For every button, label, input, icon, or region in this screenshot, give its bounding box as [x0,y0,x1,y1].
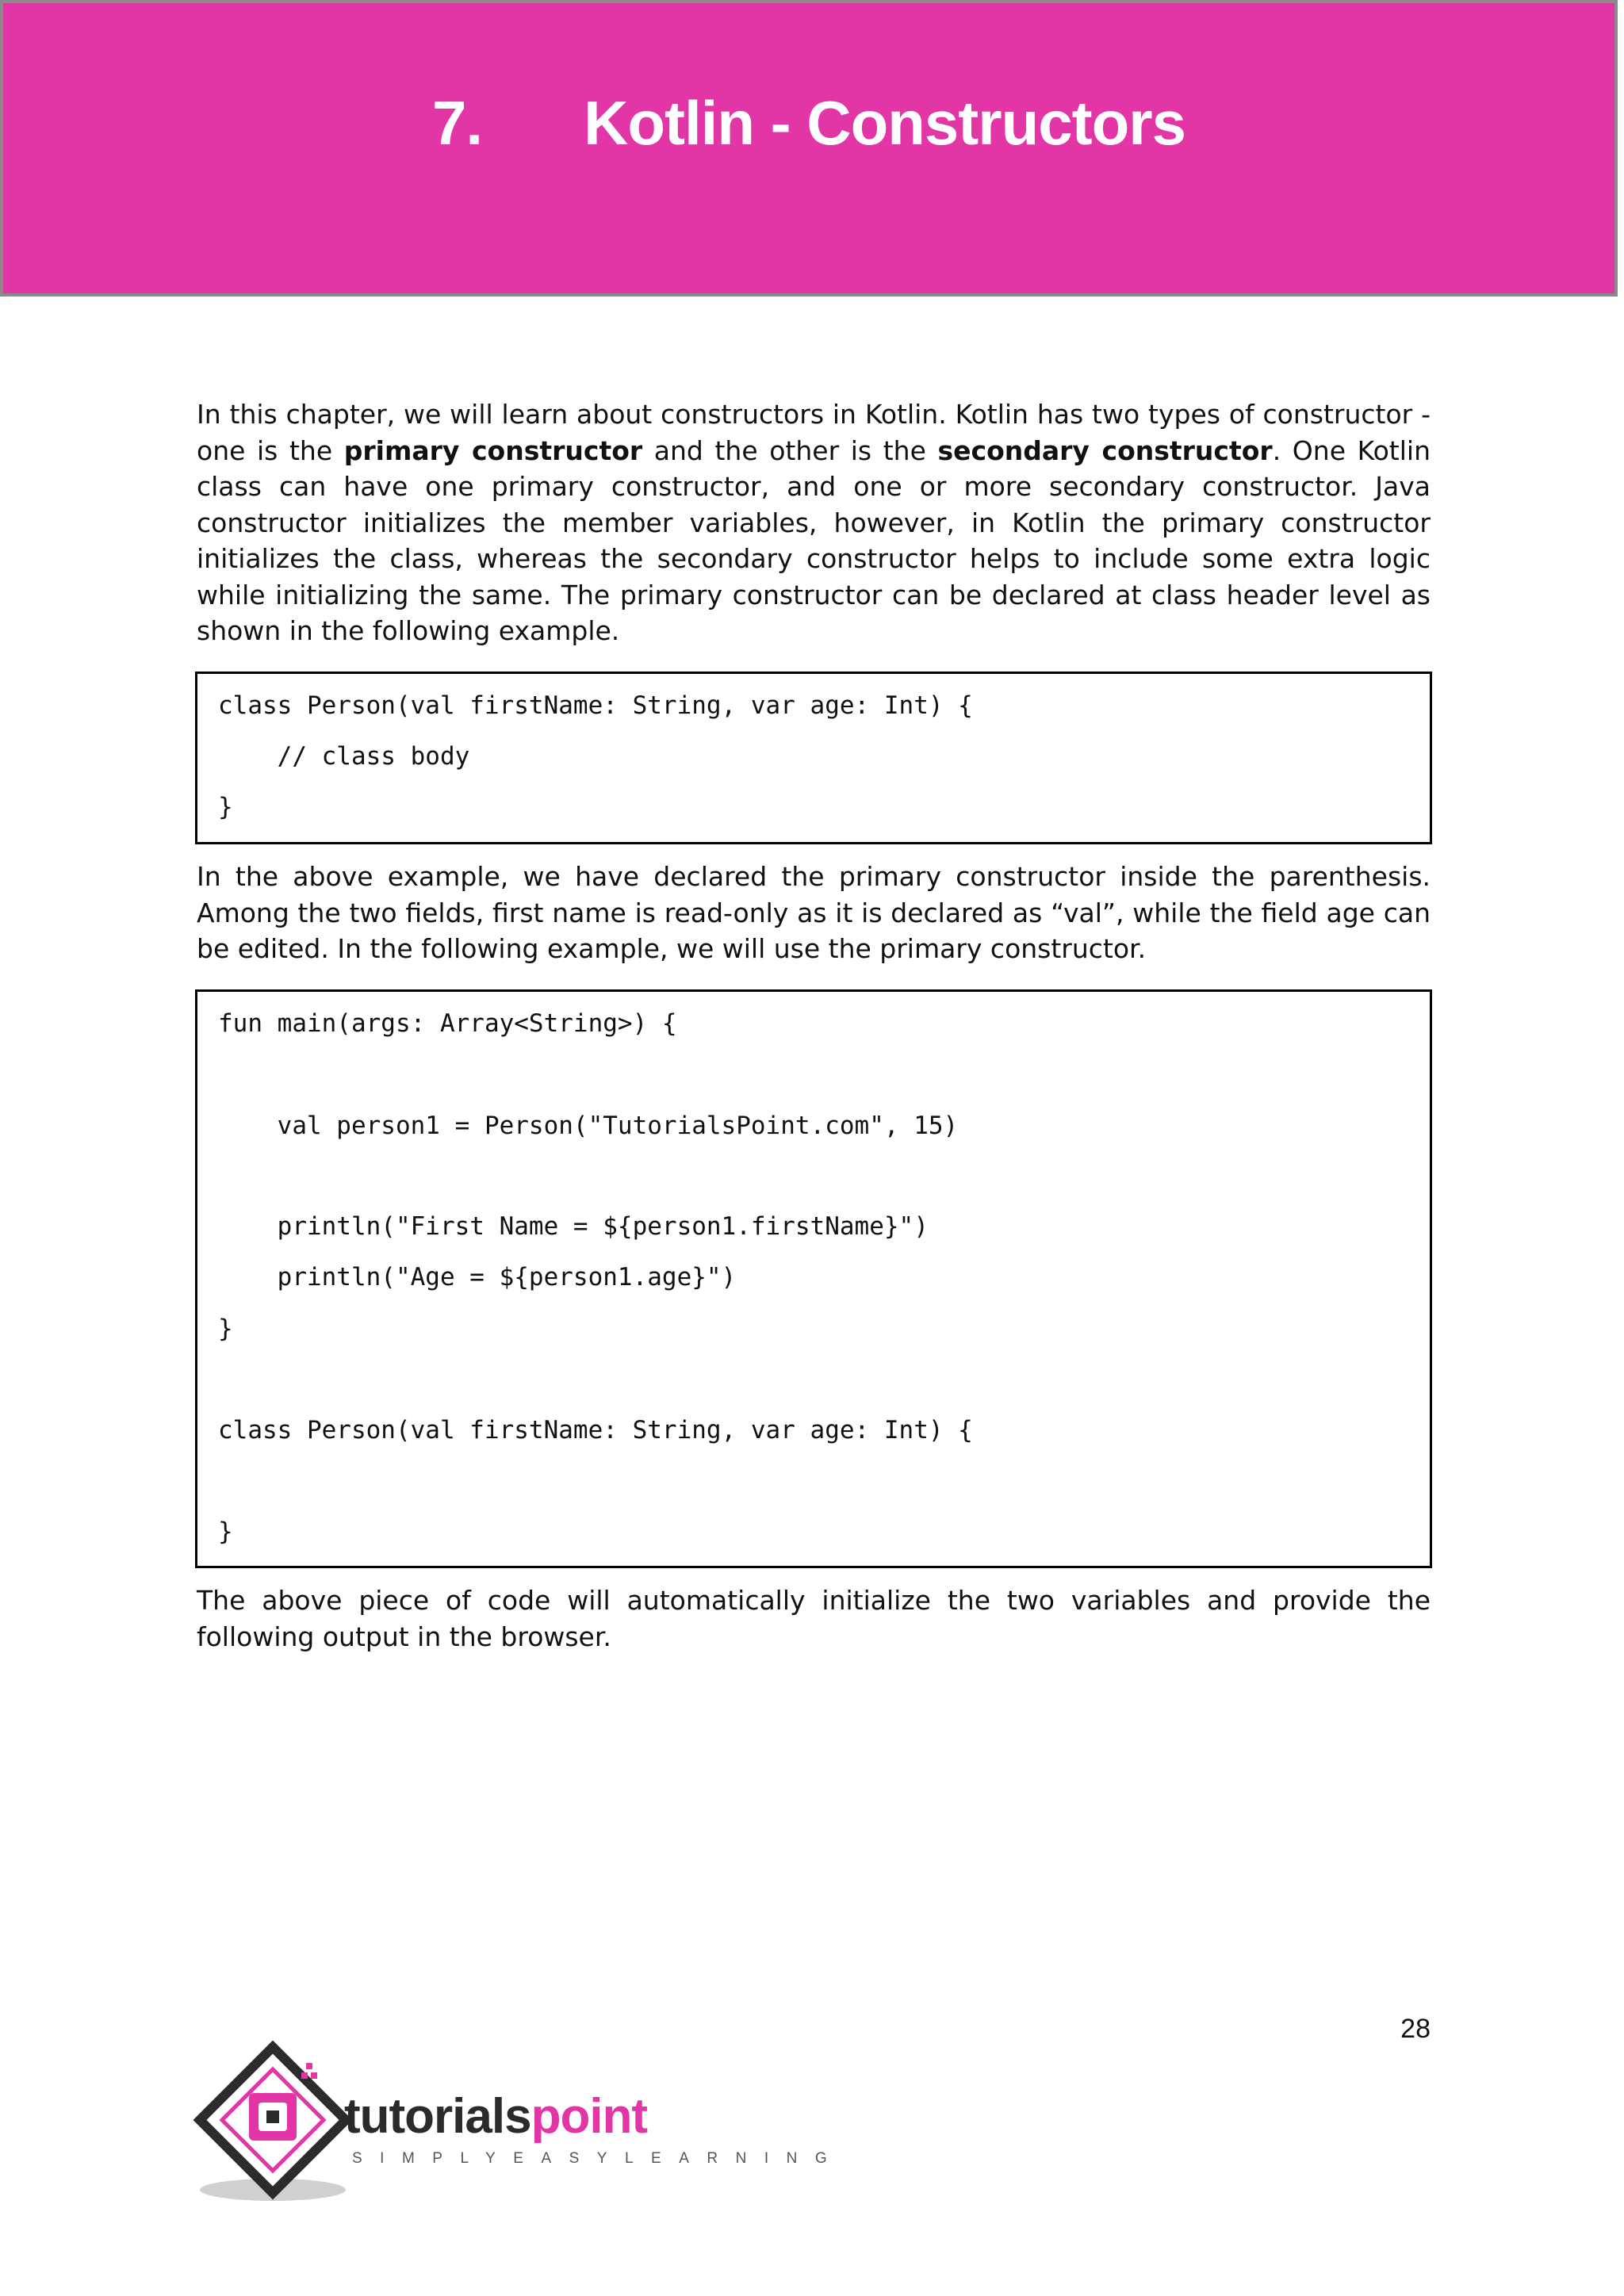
code-block-main-example [195,989,1432,1568]
intro-paragraph [197,396,1431,649]
explanation-paragraph: In the above example, we have declared the primary constructor inside the parenthesis. Among the two fields, first name is read-only as it is declared as “val”, while the field age can be edited. In the following example, we will use the primary constructor. [197,861,1431,964]
intro-text-3: . One Kotlin class can have one primary constructor, and one or more secondary constructor. Java constructor initializes the member variables, however, in Kotlin the primary constructor initializes the class, whereas the secondary constructor helps to include some extra logic while initializing the same. The primary constructor can be declared at class header level as shown in the following example. [197,434,1431,646]
code-line: } [218,793,233,821]
code-line: class Person(val firstName: String, var age: Int) { [218,1416,973,1445]
code-line: } [218,1517,233,1546]
intro-text-2: and the other is the [642,434,938,466]
code-line: class Person(val firstName: String, var age: Int) { [218,691,973,720]
logo-diamond-icon [193,2041,352,2207]
chapter-number: 7. [431,88,483,158]
chapter-title [0,87,1618,159]
output-intro-paragraph: The above piece of code will automatically initialize the two variables and provide the following output in the browser. [197,1585,1431,1652]
code-line: } [218,1314,233,1343]
logo-tagline: SIMPLYEASYLEARNING [352,2150,845,2167]
intro-text-1: In this chapter, we will learn about constructors in Kotlin. Kotlin has two types of constructor - one is the [197,399,1431,466]
logo-word-tutorials: tutorials [344,2089,531,2144]
primary-constructor-term: primary constructor [343,434,643,466]
code-block-class-declaration [195,672,1432,844]
page-number: 28 [1400,2014,1431,2044]
code-line: println("First Name = ${person1.firstName}") [218,1212,929,1241]
chapter-title-text: Kotlin - Constructors [584,88,1186,158]
tutorialspoint-logo [193,2041,845,2207]
logo-word-point: point [530,2089,648,2144]
logo-wordmark [344,2088,647,2145]
code-line: fun main(args: Array<String>) { [218,1009,677,1038]
code-line: val person1 = Person("TutorialsPoint.com", 15) [218,1112,959,1140]
secondary-constructor-term: secondary constructor [937,434,1273,466]
code-line: println("Age = ${person1.age}") [218,1263,737,1292]
code-line: // class body [218,742,470,771]
